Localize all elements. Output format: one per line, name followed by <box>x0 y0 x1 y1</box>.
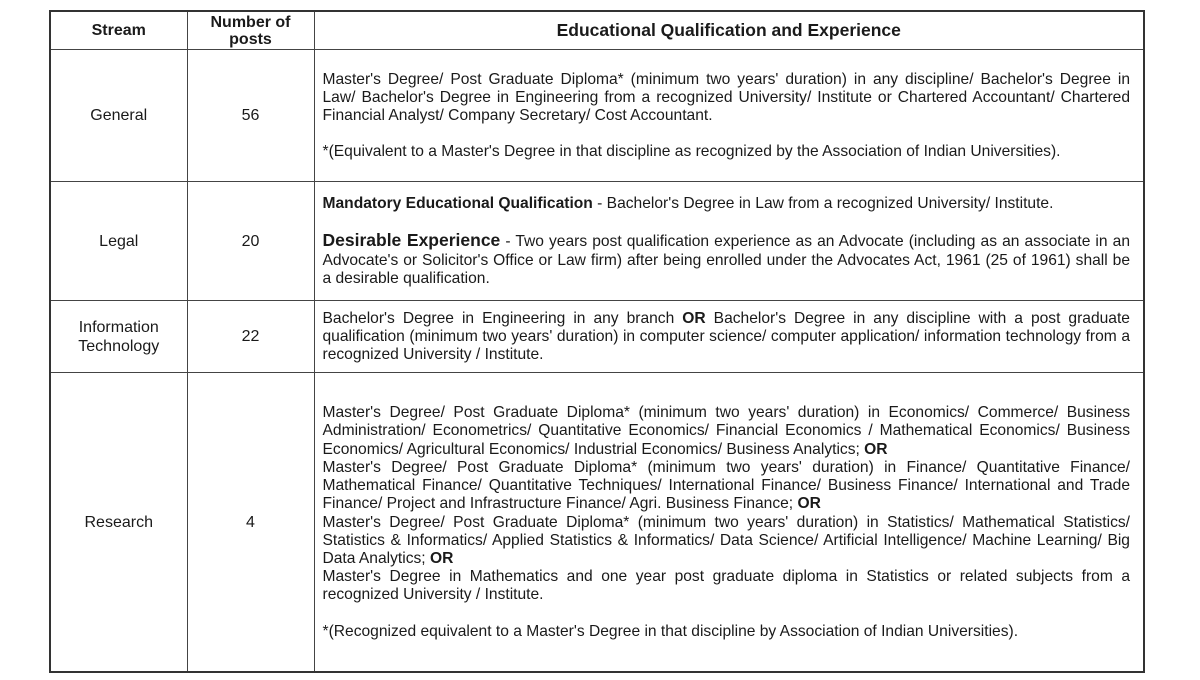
economics-option <box>323 404 1131 459</box>
qualification-text <box>323 310 1131 365</box>
stream-cell: Legal <box>50 182 187 301</box>
stream-cell: Research <box>50 373 187 673</box>
qualification-cell <box>314 182 1144 301</box>
header-posts: Number of posts <box>187 11 314 50</box>
stream-cell: Information Technology <box>50 301 187 373</box>
table-row-legal <box>50 182 1144 301</box>
posts-cell: 4 <box>187 373 314 673</box>
mandatory-text: - Bachelor's Degree in Law from a recognized University/ Institute. <box>592 195 1054 213</box>
equivalence-note: *(Recognized equivalent to a Master's Degree in that discipline by Association of Indian Universities). <box>322 622 1019 640</box>
or-label: OR <box>864 440 888 458</box>
or-label: OR <box>429 549 454 567</box>
option-b: Bachelor's Degree in any discipline with a post graduate qualification (minimum two years' duration) in computer science/ computer application/ information technology from a recognized University / Institute. <box>322 309 1130 364</box>
mathematics-option: Master's Degree in Mathematics and one year post graduate diploma in Statistics or related subjects from a recognized University / Institute. <box>322 568 1130 604</box>
or-label: OR <box>682 309 706 327</box>
posts-cell: 56 <box>187 50 314 182</box>
option-text: Master's Degree/ Post Graduate Diploma* (minimum two years' duration) in Statistics/ Mathematical Statistics/ Statistics & Informatics/ Applied Statistics & Informatics/ Data Science/ Artificial Intelligence/ Machine Learning/ Big Data Analytics; <box>322 513 1130 567</box>
option-text: Master's Degree/ Post Graduate Diploma* (minimum two years' duration) in Economics/ Commerce/ Business Administration/ Econometrics/ Quantitative Economics/ Financial Economics / Mathematical Economics/ Business Economics/ Agricultural Economics/ Industrial Economics/ Business Analytics; <box>322 404 1130 458</box>
table-row-general <box>50 50 1144 182</box>
posts-cell: 22 <box>187 301 314 373</box>
desirable-text: - Two years post qualification experience as an Advocate (including as an associate in an Advocate's or Solicitor's Office or Law firm) after being enrolled under the Advocates Act, 1961 (25 of 1961) shall be a desirable qualification. <box>322 233 1130 287</box>
stream-cell: General <box>50 50 187 182</box>
equivalence-note: *(Equivalent to a Master's Degree in that discipline as recognized by the Association of Indian Universities). <box>322 143 1061 161</box>
finance-option <box>323 459 1131 514</box>
header-qualification: Educational Qualification and Experience <box>314 11 1144 50</box>
or-label: OR <box>797 495 821 513</box>
header-row <box>50 11 1144 50</box>
mandatory-qualification <box>323 195 1131 213</box>
table-row-research <box>50 373 1144 673</box>
option-a: Bachelor's Degree in Engineering in any branch <box>322 309 683 327</box>
qualification-text: Master's Degree/ Post Graduate Diploma* (minimum two years' duration) in any discipline/ Bachelor's Degree in Law/ Bachelor's Degree in Engineering from a recognized University/ Institute or Chartered Accountant/ Chartered Financial Analyst/ Company Secretary/ Cost Accountant. <box>322 70 1130 124</box>
qualification-cell <box>314 50 1144 182</box>
statistics-option <box>323 514 1131 569</box>
desirable-experience <box>323 231 1131 288</box>
desirable-label: Desirable Experience <box>322 230 501 251</box>
posts-cell: 20 <box>187 182 314 301</box>
qualification-cell <box>314 301 1144 373</box>
qualification-table <box>49 10 1145 673</box>
mandatory-label: Mandatory Educational Qualification <box>322 195 593 213</box>
qualification-cell <box>314 373 1144 673</box>
header-stream: Stream <box>50 11 187 50</box>
table-row-information-technology <box>50 301 1144 373</box>
option-text: Master's Degree/ Post Graduate Diploma* (minimum two years' duration) in Finance/ Quantitative Finance/ Mathematical Finance/ Quantitative Techniques/ International Finance/ Business Finance/ International and Trade Finance/ Project and Infrastructure Finance/ Agri. Business Finance; <box>322 458 1130 513</box>
